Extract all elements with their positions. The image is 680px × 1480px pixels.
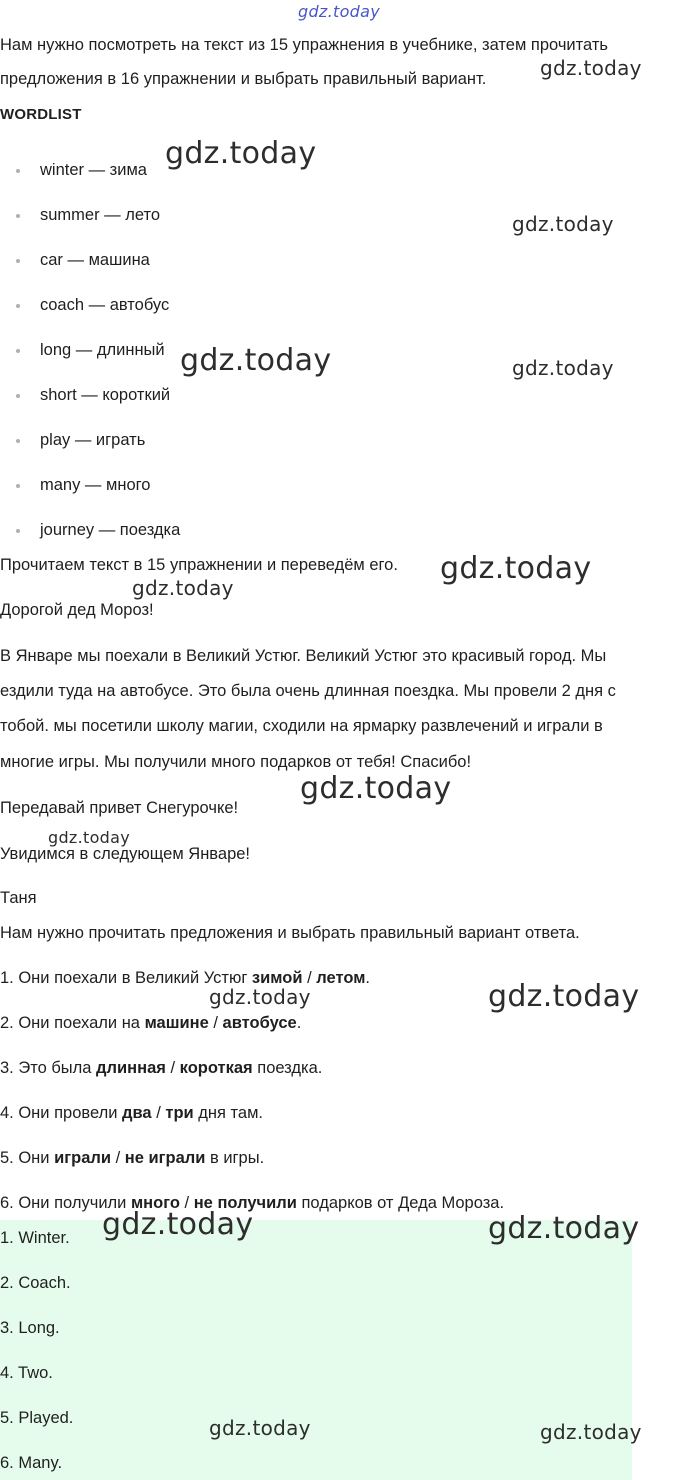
bullet [16,169,20,173]
letter-regards: Передавай привет Снегурочке! [0,799,239,817]
letter-line: В Январе мы поехали в Великий Устюг. Великий Устюг это красивый город. Мы [0,647,607,665]
watermark: gdz.today [180,343,332,378]
watermark: gdz.today [540,56,642,80]
intro-line: предложения в 16 упражнении и выбрать правильный вариант. [0,70,487,88]
answer-box [0,1220,632,1480]
task-intro: Нам нужно прочитать предложения и выбрать правильный вариант ответа. [0,924,580,942]
watermark: gdz.today [298,2,380,21]
sentence: 4. Они провели два / три дня там. [0,1104,264,1122]
letter-see-you: Увидимся в следующем Январе! [0,845,251,863]
sentence: 1. Они поехали в Великий Устюг зимой / летом. [0,969,370,987]
watermark: gdz.today [540,1420,642,1444]
list-item: long — длинный [40,341,165,359]
watermark: gdz.today [209,1416,311,1440]
list-item: coach — автобус [40,296,170,314]
watermark: gdz.today [165,136,317,171]
watermark: gdz.today [300,771,452,806]
list-item: short — короткий [40,386,171,404]
bullet [16,349,20,353]
list-item: summer — лето [40,206,161,224]
letter-signature: Таня [0,889,37,907]
answer: 3. Long. [0,1319,60,1337]
watermark: gdz.today [440,551,592,586]
bullet [16,439,20,443]
letter-line: многие игры. Мы получили много подарков от тебя! Спасибо! [0,753,472,771]
bullet [16,394,20,398]
answer: 5. Played. [0,1409,74,1427]
watermark: gdz.today [512,212,614,236]
list-item: journey — поездка [40,521,181,539]
letter-line: тобой. мы посетили школу магии, сходили на ярмарку развлечений и играли в [0,717,603,735]
list-item: play — играть [40,431,146,449]
sentence: 2. Они поехали на машине / автобусе. [0,1014,302,1032]
watermark: gdz.today [488,979,640,1014]
answer: 1. Winter. [0,1229,70,1247]
bullet [16,304,20,308]
text-intro: Прочитаем текст в 15 упражнении и переведём его. [0,556,398,574]
letter-line: ездили туда на автобусе. Это была очень длинная поездка. Мы провели 2 дня с [0,682,616,700]
sentence: 6. Они получили много / не получили подарков от Деда Мороза. [0,1194,505,1212]
bullet [16,529,20,533]
bullet [16,484,20,488]
answer: 6. Many. [0,1454,63,1472]
bullet [16,214,20,218]
answer: 4. Two. [0,1364,53,1382]
intro-line: Нам нужно посмотреть на текст из 15 упражнения в учебнике, затем прочитать [0,36,608,54]
list-item: winter — зима [40,161,147,179]
watermark: gdz.today [48,828,130,847]
list-item: car — машина [40,251,150,269]
watermark: gdz.today [209,985,311,1009]
letter-greeting: Дорогой дед Мороз! [0,601,154,619]
watermark: gdz.today [102,1207,254,1242]
watermark: gdz.today [512,356,614,380]
wordlist-heading: WORDLIST [0,106,82,123]
sentence: 3. Это была длинная / короткая поездка. [0,1059,323,1077]
sentence: 5. Они играли / не играли в игры. [0,1149,265,1167]
bullet [16,259,20,263]
list-item: many — много [40,476,151,494]
watermark: gdz.today [488,1211,640,1246]
answer: 2. Coach. [0,1274,71,1292]
watermark: gdz.today [132,576,234,600]
